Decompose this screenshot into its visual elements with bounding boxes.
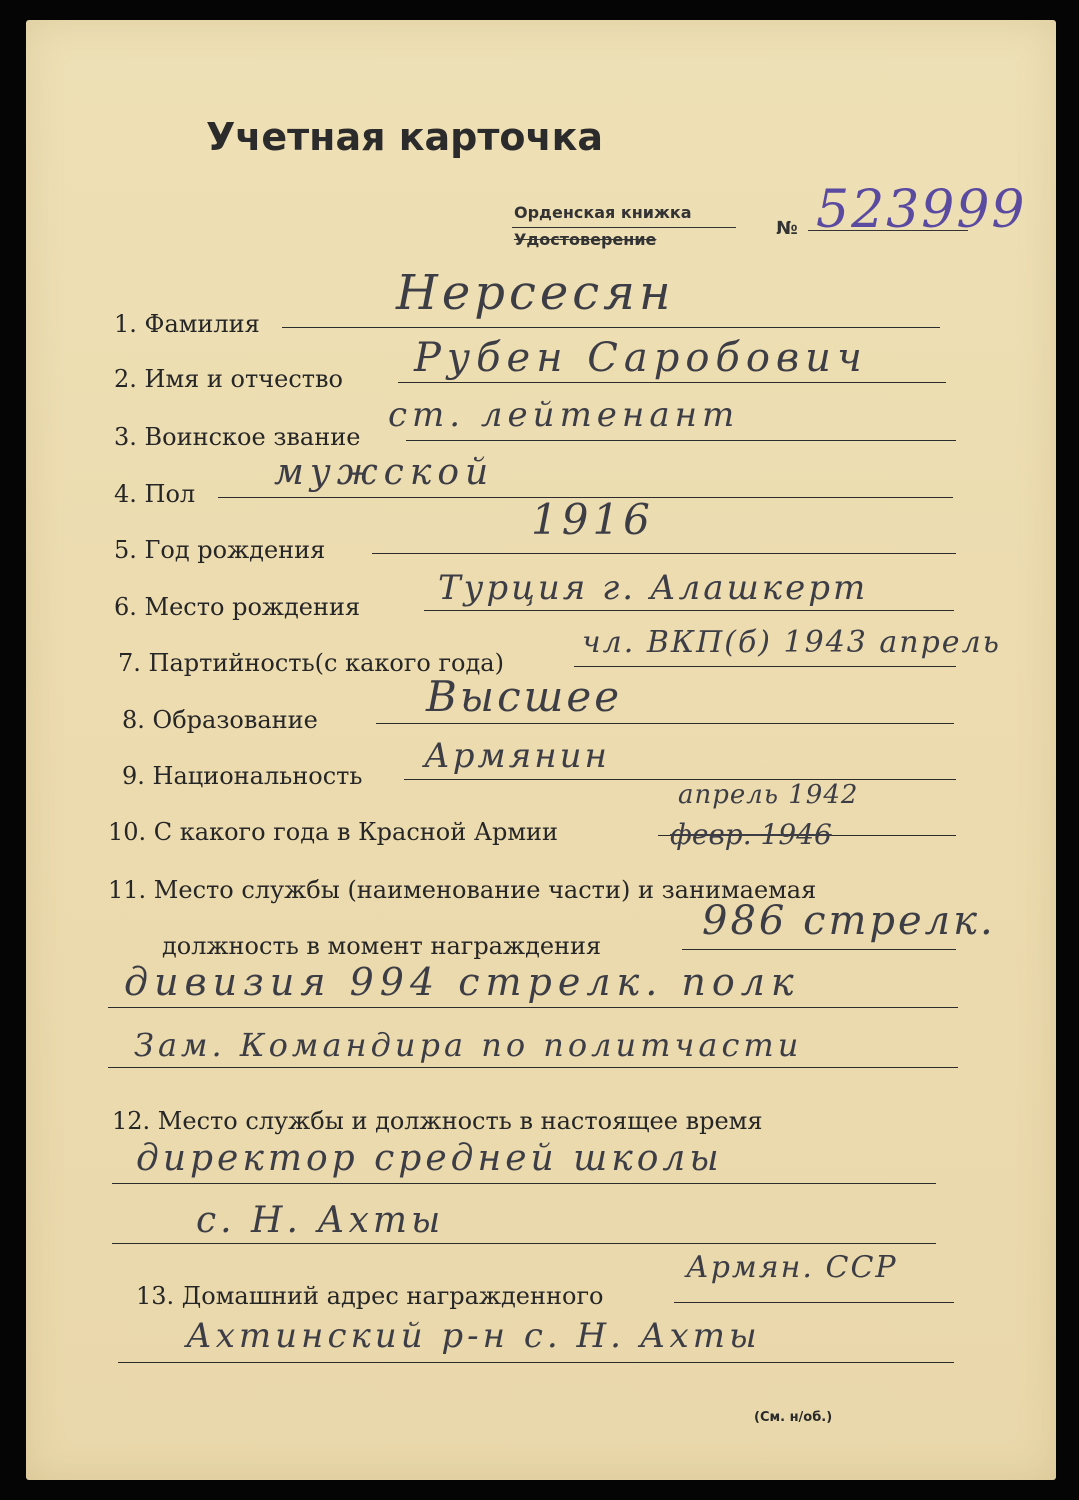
field-value-sex: мужской — [274, 452, 495, 493]
field-value-service-3: Зам. Командира по политчасти — [134, 1026, 803, 1064]
field-value-birthplace: Турция г. Алашкерт — [438, 568, 869, 608]
field-line-birth-year — [372, 553, 956, 554]
field-value-birth-year: 1916 — [531, 495, 654, 544]
field-line-party — [574, 666, 956, 667]
field-line-service-2 — [108, 1007, 958, 1008]
field-value-address-2: Ахтинский р-н с. Н. Ахты — [186, 1316, 761, 1356]
order-book-underline — [512, 227, 736, 228]
field-value-current-1: директор средней школы — [136, 1138, 723, 1179]
field-value-rank: ст. лейтенант — [388, 395, 740, 435]
field-label-party: 7. Партийность(с какого года) — [118, 649, 504, 677]
field-value-current-2: с. Н. Ахты — [196, 1200, 445, 1241]
field-label-education: 8. Образование — [122, 706, 318, 734]
field-value-service-2: дивизия 994 стрелк. полк — [124, 960, 800, 1004]
field-line-current-1 — [112, 1183, 936, 1184]
field-line-service-1 — [682, 949, 956, 950]
certificate-label-struck: Удостоверение — [514, 230, 657, 249]
field-value-address-1: Армян. ССР — [686, 1250, 898, 1285]
field-label-birth-year: 5. Год рождения — [114, 536, 326, 564]
field-label-service-place: 11. Место службы (наименование части) и занимаемая — [108, 876, 817, 904]
field-label-nationality: 9. Национальность — [122, 762, 363, 790]
order-book-label: Орденская книжка — [514, 203, 692, 222]
field-label-name: 2. Имя и отчество — [114, 365, 343, 393]
field-line-education — [376, 723, 954, 724]
field-line-service-3 — [108, 1067, 958, 1068]
field-label-surname: 1. Фамилия — [114, 310, 260, 338]
field-value-nationality: Армянин — [424, 736, 610, 776]
field-value-army-year-struck: февр. 1946 — [670, 818, 832, 851]
field-value-service-1: 986 стрелк. — [702, 898, 996, 944]
card-title: Учетная карточка — [206, 115, 603, 159]
number-sign: № — [776, 218, 798, 239]
field-line-name — [398, 382, 946, 383]
field-value-army-year-corrected: апрель 1942 — [678, 780, 859, 810]
field-value-party: чл. ВКП(б) 1943 апрель — [582, 625, 1001, 660]
award-record-card — [26, 20, 1056, 1480]
field-line-birthplace — [424, 610, 954, 611]
field-line-current-2 — [112, 1243, 936, 1244]
field-value-education: Высшее — [426, 672, 623, 721]
field-label-current-service: 12. Место службы и должность в настоящее время — [112, 1107, 763, 1135]
field-label-sex: 4. Пол — [114, 480, 196, 508]
field-label-service-position: должность в момент награждения — [162, 932, 602, 960]
field-line-rank — [406, 440, 956, 441]
field-label-birthplace: 6. Место рождения — [114, 593, 361, 621]
field-line-address-2 — [118, 1362, 954, 1363]
see-reverse-note: (См. н/об.) — [754, 1410, 833, 1425]
field-label-rank: 3. Воинское звание — [114, 423, 361, 451]
field-line-surname — [282, 327, 940, 328]
field-label-army-year: 10. С какого года в Красной Армии — [108, 818, 559, 846]
field-value-name: Рубен Саробович — [414, 335, 868, 381]
order-book-number: 523999 — [816, 180, 1027, 240]
field-line-address-1 — [674, 1302, 954, 1303]
field-label-home-address: 13. Домашний адрес награжденного — [136, 1282, 604, 1310]
field-value-surname: Нерсесян — [396, 265, 675, 321]
